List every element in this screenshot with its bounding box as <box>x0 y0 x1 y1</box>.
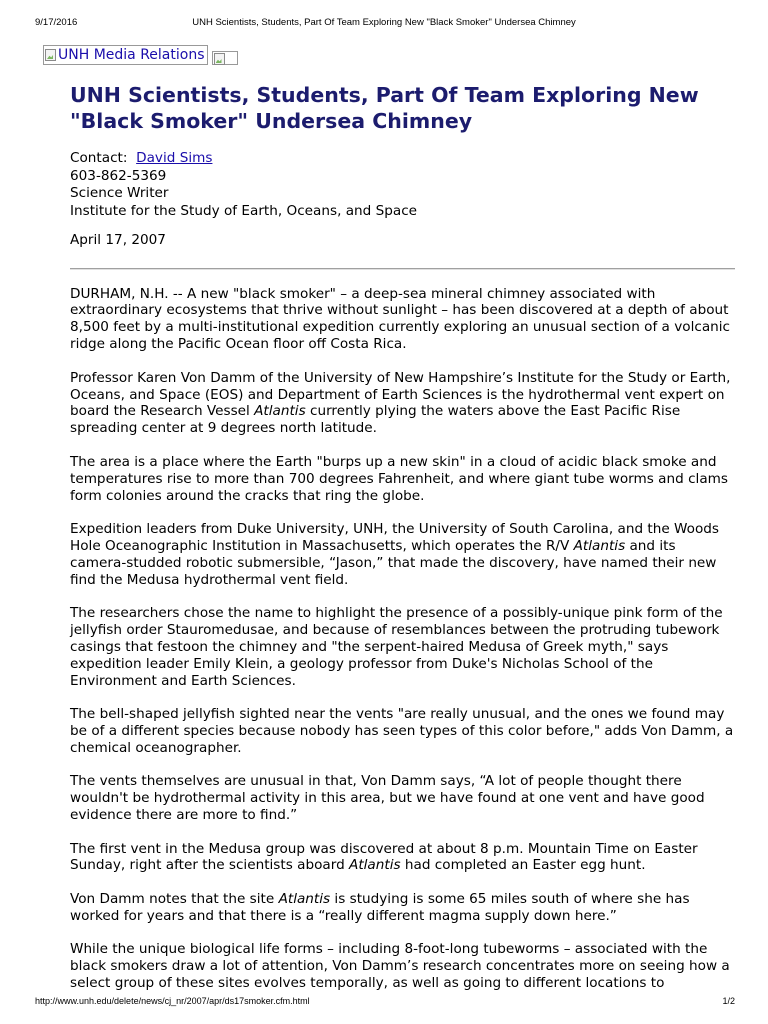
paragraph-2: Professor Karen Von Damm of the University of New Hampshire’s Institute for the Study or Earth, Oceans, and Space (EOS) and Department of Earth Sciences is the hydrothermal vent expert on board the Research Vessel Atlantis currently plying the waters above the East Pacific Rise spreading center at 9 degrees north latitude. <box>70 369 731 437</box>
paragraph-7: The vents themselves are unusual in that, Von Damm says, “A lot of people thought there wouldn't be hydrothermal activity in this area, but we have found at one vent and have good evidence there are more to find.” <box>70 773 705 824</box>
article-body <box>70 286 735 992</box>
article-title: UNH Scientists, Students, Part Of Team Exploring New "Black Smoker" Undersea Chimney <box>70 83 699 133</box>
paragraph-6: The bell-shaped jellyfish sighted near the vents "are really unusual, and the ones we found may be of a different species because nobody has seen types of this color before," adds Von Damm, a chemical oceanographer. <box>70 706 734 756</box>
broken-image-icon <box>214 53 225 65</box>
release-date: April 17, 2007 <box>70 232 166 248</box>
ship-name: Atlantis <box>349 857 401 874</box>
ship-name: Atlantis <box>573 537 626 554</box>
print-date: 9/17/2016 <box>35 17 78 28</box>
print-header <box>0 0 768 34</box>
broken-image-icon <box>45 49 56 61</box>
logo-alt-text: UNH Media Relations <box>58 47 205 63</box>
contact-phone: 603-862-5369 <box>70 167 167 184</box>
divider <box>70 268 735 270</box>
article <box>70 82 735 1008</box>
contact-institute: Institute for the Study of Earth, Oceans, and Space <box>70 202 418 219</box>
page-number: 1/2 <box>722 996 735 1006</box>
banner <box>43 45 238 65</box>
paragraph-5: The researchers chose the name to highlight the presence of a possibly-unique pink form of the jellyfish order Stauromedusae, and because of resemblances between the protruding tubework casings that festoon the chimney and "the serpent-haired Medusa of Greek myth," says expedition leader Emily Klein, a geology professor from Duke's Nicholas School of the Environment and Earth Sciences. <box>70 605 723 689</box>
ship-name: Atlantis <box>254 403 306 420</box>
contact-name-link[interactable]: David Sims <box>136 150 213 166</box>
banner-image-placeholder <box>212 51 238 65</box>
paragraph-3: The area is a place where the Earth "burps up a new skin" in a cloud of acidic black smoke and temperatures rise to more than 700 degrees Fahrenheit, and where giant tube worms and clams form colonies around the cracks that ring the globe. <box>70 453 728 504</box>
contact-role: Science Writer <box>70 185 169 201</box>
ship-name: Atlantis <box>278 890 331 907</box>
paragraph-4: Expedition leaders from Duke University, UNH, the University of South Carolina, and the Woods Hole Oceanographic Institution in Massachusetts, which operates the R/V Atlantis and its camera-studded robotic submersible, “Jason,” that made the discovery, have named their new find the Medusa hydrothermal vent field. <box>70 520 720 588</box>
contact-label: Contact: <box>70 150 128 166</box>
print-page-title: UNH Scientists, Students, Part Of Team Exploring New "Black Smoker" Undersea Chimney <box>192 17 576 28</box>
paragraph-9: Von Damm notes that the site Atlantis is studying is some 65 miles south of where she has worked for years and that there is a “really different magma supply down here.” <box>70 890 690 924</box>
unh-media-relations-logo-link[interactable] <box>43 45 208 65</box>
print-footer <box>0 994 768 1024</box>
print-url: http://www.unh.edu/delete/news/cj_nr/2007/apr/ds17smoker.cfm.html <box>35 996 310 1006</box>
contact-block <box>70 150 735 220</box>
paragraph-8: The first vent in the Medusa group was discovered at about 8 p.m. Mountain Time on Easter Sunday, right after the scientists aboard Atlantis had completed an Easter egg hunt. <box>70 840 698 874</box>
paragraph-1: DURHAM, N.H. -- A new "black smoker" – a deep-sea mineral chimney associated with extraordinary ecosystems that thrive without sunlight – has been discovered at a depth of about 8,500 feet by a multi-institutional expedition currently exploring an unusual section of a volcanic ridge along the Pacific Ocean floor off Costa Rica. <box>70 285 731 353</box>
paragraph-10: While the unique biological life forms – including 8-foot-long tubeworms – associated with the black smokers draw a lot of attention, Von Damm’s research concentrates more on seeing how a select group of these sites evolves temporally, as well as going to different locations to <box>70 941 730 991</box>
